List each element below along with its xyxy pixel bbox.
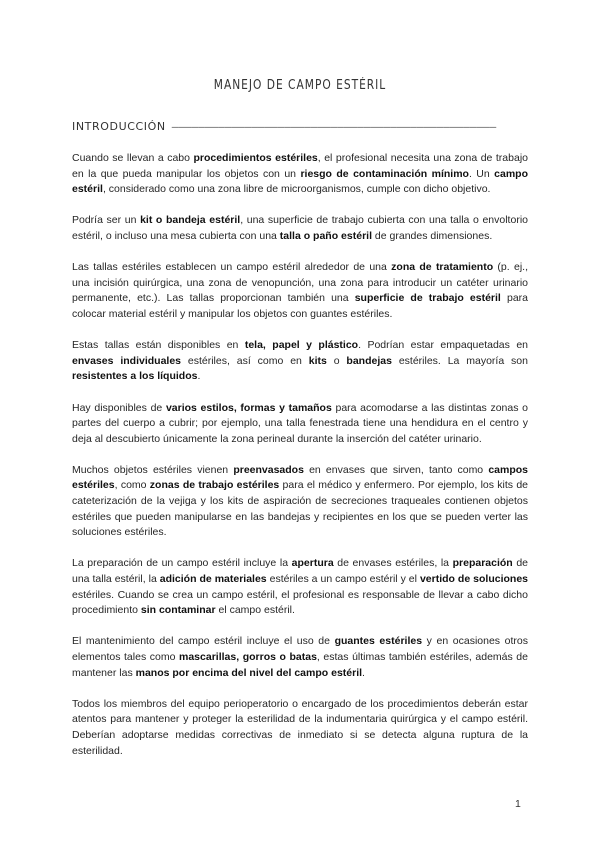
- text-run: de grandes dimensiones.: [372, 229, 493, 242]
- bold-text: riesgo de contaminación mínimo: [300, 167, 469, 180]
- bold-text: campos estériles: [72, 463, 528, 492]
- paragraph: [72, 260, 528, 322]
- paragraph: [72, 338, 528, 385]
- bold-text: manos por encima del nivel del campo estéril: [135, 666, 363, 679]
- bold-text: zona de tratamiento: [391, 261, 494, 274]
- text-run: Todos los miembros del equipo perioperatorio o encargado de los procedimientos deberán estar atentos para mantener y proteger la esterilidad de la indumentaria quirúrgica y el campo estéril. Deberían adoptarse medidas correctivas de inmediato si se detecta alguna ruptura de la esterilidad.: [72, 697, 528, 757]
- text-run: , como: [114, 479, 150, 492]
- text-run: Cuando se llevan a cabo: [72, 152, 194, 164]
- text-run: , considerado como una zona libre de microorganismos, cumple con dicho objetivo.: [102, 183, 491, 196]
- document-body: [72, 151, 528, 775]
- page-number: 1: [515, 798, 521, 810]
- text-run: y en ocasiones otros elementos tales como: [72, 635, 528, 663]
- paragraph: [72, 634, 528, 681]
- text-run: , el profesional necesita una zona de trabajo en la que pueda manipular los objetos con un: [72, 152, 528, 180]
- paragraph: [72, 213, 528, 244]
- paragraph: [72, 556, 528, 618]
- paragraph: [72, 401, 528, 448]
- bold-text: talla o paño estéril: [279, 229, 372, 242]
- section-rule: –––––––––––––––––––––––––––––––––––––––––––––––––: [171, 120, 497, 133]
- text-run: en envases que sirven, tanto como: [303, 463, 489, 476]
- text-run: el campo estéril.: [215, 604, 295, 617]
- text-run: estériles. Cuando se crea un campo estéril, el profesional es responsable de llevar a cabo dicho procedimiento: [72, 588, 528, 617]
- text-run: para el médico y enfermero. Por ejemplo, los kits de cateterización de la vejiga y los kits de aspiración de secreciones traqueales contienen objetos estériles que pueden manipularse en las bandejas y recipientes en los que se pueden verter las soluciones estériles.: [72, 479, 529, 539]
- paragraph: [72, 151, 528, 198]
- text-run: de una talla estéril, la: [72, 557, 528, 586]
- text-run: estériles a un campo estéril y el: [266, 573, 420, 586]
- bold-text: mascarillas, gorros o batas: [179, 651, 317, 663]
- text-run: Muchos objetos estériles vienen: [72, 463, 234, 476]
- paragraph: [72, 697, 528, 759]
- bold-text: vertido de soluciones: [419, 573, 528, 586]
- text-run: estériles, así como en: [181, 354, 309, 367]
- text-run: El mantenimiento del campo estéril incluye el uso de: [72, 635, 335, 648]
- bold-text: bandejas: [346, 354, 392, 367]
- bold-text: procedimientos estériles: [193, 152, 318, 164]
- text-run: estériles. La mayoría son: [391, 354, 528, 367]
- text-run: o: [326, 354, 347, 367]
- bold-text: kits: [308, 354, 327, 367]
- text-run: La preparación de un campo estéril incluye la: [72, 557, 292, 570]
- bold-text: resistentes a los líquidos: [72, 370, 198, 383]
- text-run: de envases estériles, la: [333, 557, 453, 570]
- bold-text: apertura: [291, 557, 334, 570]
- text-run: . Podrían estar empaquetadas en: [358, 339, 529, 352]
- text-run: Las tallas estériles establecen un campo estéril alrededor de una: [72, 261, 392, 274]
- bold-text: superficie de trabajo estéril: [354, 292, 501, 305]
- section-heading: [72, 120, 532, 136]
- text-run: Podría ser un: [72, 214, 141, 227]
- bold-text: campo estéril: [72, 167, 528, 196]
- text-run: , estas últimas también estériles, además de mantener las: [72, 651, 528, 679]
- text-run: .: [362, 666, 365, 679]
- bold-text: envases individuales: [72, 354, 182, 367]
- text-run: Estas tallas están disponibles en: [72, 339, 245, 352]
- bold-text: sin contaminar: [140, 604, 216, 617]
- bold-text: varios estilos, formas y tamaños: [165, 401, 332, 414]
- bold-text: tela, papel y plástico: [244, 339, 359, 352]
- paragraph: [72, 463, 528, 541]
- text-run: Hay disponibles de: [72, 401, 166, 414]
- bold-text: guantes estériles: [334, 635, 423, 648]
- document-title: MANEJO DE CAMPO ESTÉRIL: [213, 78, 387, 93]
- text-run: para acomodarse a las distintas zonas o partes del cuerpo a cubrir; por ejemplo, una talla fenestrada tiene una hendidura en el centro y deja al descubierto únicamente la zona perineal durante la inserción del catéter urinario.: [72, 401, 529, 445]
- text-run: (p. ej., una incisión quirúrgica, una zona de venopunción, una zona para introducir un catéter urinario permanente, etc.). Las tallas proporcionan también una: [72, 261, 528, 305]
- text-run: . Un: [468, 167, 495, 180]
- bold-text: kit o bandeja estéril: [140, 214, 241, 227]
- bold-text: preenvasados: [233, 463, 304, 476]
- text-run: , una superficie de trabajo cubierta con una talla o envoltorio estéril, o incluso una mesa cubierta con una: [72, 214, 528, 242]
- bold-text: preparación: [452, 557, 513, 570]
- text-run: .: [197, 370, 201, 383]
- bold-text: zonas de trabajo estériles: [149, 479, 280, 492]
- bold-text: adición de materiales: [159, 573, 267, 586]
- section-label: INTRODUCCIÓN: [72, 120, 166, 133]
- text-run: para colocar material estéril y manipular los objetos con guantes estériles.: [72, 292, 528, 320]
